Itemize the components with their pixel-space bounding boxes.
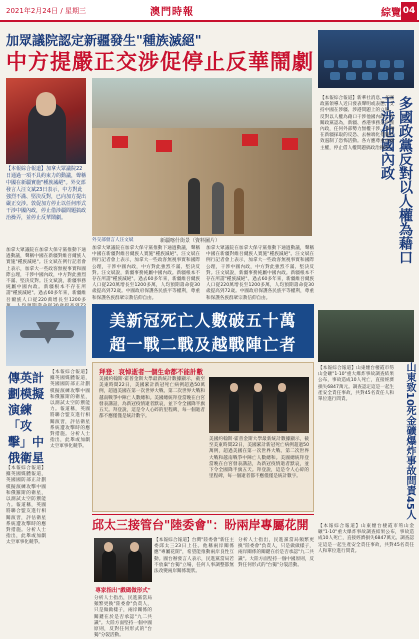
jet-story-title: 傳英計劃模擬演練「攻擊」中俄衛星 (8, 371, 45, 465)
person-face (36, 92, 56, 116)
spokesperson-caption: 外交部發言人汪文斌 (92, 238, 134, 243)
spokesperson-photo (6, 78, 86, 164)
pedestrian (234, 188, 244, 234)
person-figure (102, 550, 116, 582)
biden-box-title: 拜登：哀悼逝者一個生命都不能計數 (99, 368, 203, 376)
biden-box-body-2: 美國約翰斯·霍普金斯大學最新統計數據顯示，截至美東時間22日，美國累計新冠死亡病例超過50萬例，超過美國在第一次世界大戰、第二次世界大戰和越南戰爭中陣亡人數總和。美國總統拜登當晚在白宮發表講話，為新冠疫情逝者默哀，並下令全國降半旗五天。拜登說，這是令人心碎的里程碑，每一個逝者都不應僅僅是統計數字。 (209, 437, 309, 480)
person-figure (229, 391, 239, 431)
right-story-title: 多國政黨反對以人權為藉口干涉他國內政 (379, 96, 413, 264)
seat (380, 60, 390, 68)
seat (352, 60, 362, 68)
seat (362, 72, 372, 80)
lead-body-1: 加拿大眾議院在加拿大保守黨推動下通過動議，聲稱中國在新疆對維吾爾族人實施"種族滅絕"。汪文斌在例行記者會上表示，加拿大一些政客無視事實和國際公理，干涉中國內政，中方對此強烈不滿、堅決反對。汪文斌說，新疆事務純屬中國內政。新疆根本不存在所謂"種族滅絕"。過去60多年來，新疆維吾爾族人口從220萬增長至1200多 (6, 248, 86, 303)
biden-photo (209, 377, 309, 433)
street-photo (92, 78, 312, 236)
biden-box (92, 362, 314, 512)
person-figure (128, 550, 142, 582)
seat (378, 72, 388, 80)
mine-story-title: 山東致10死金礦爆炸事故問責45人 (404, 362, 415, 520)
person-face (104, 542, 113, 552)
section-name: 綜覽 (381, 8, 401, 19)
pedestrian (212, 182, 224, 234)
issue-date: 2021年2月24日 / 星期三 (6, 7, 86, 15)
person-figure (277, 391, 287, 431)
lead-body-3: 加拿大眾議院在加拿大保守黨推動下通過動議，聲稱中國在新疆對維吾爾族人實施"種族滅絕"。汪文斌在例行記者會上表示，加拿大一些政客無視事實和國際公理，干涉中國內政，中方對此強烈不滿、堅決反對。汪文斌說，新疆事務純屬中國內政。新疆根本不存在所謂"種族滅絕"。過去60多年來，新疆維吾爾族人口從220萬增長至1200多萬，人均預期壽命從30歲提高到72歲。中國政府保護各民族平等權利，尊重和保護各族群眾宗教信仰自由。 (206, 246, 314, 301)
seat (324, 60, 334, 68)
person-face (254, 383, 262, 392)
parliament-photo (318, 30, 414, 88)
right-story-body: 【本報綜合報道】新華社消息，多國政黨領導人近日發表聲明或表態，支持中國在涉疆、涉港問題上的立場，反對以人權為藉口干涉他國內政。有關政黨認為，新疆、香港事務是中國內政，任何外部勢力無權干涉。中國在新疆採取的反恐、去極端化措施有效遏制了恐怖活動。各方應尊重中國主權，停止借人權問題搞政治操弄。 (320, 96, 394, 151)
biden-box-body: 美國約翰斯·霍普金斯大學最新統計數據顯示，截至美東時間22日，美國累計新冠死亡病例超過50萬例，超過美國在第一次世界大戰、第二次世界大戰和越南戰爭中陣亡人數總和。美國總統拜登當晚在白宮發表講話，為新冠疫情逝者默哀，並下令全國降半旗五天。拜登說，這是令人心碎的里程碑，每一個逝者都不應僅僅是統計數字。 (99, 377, 205, 420)
bottom-story-body-a: 【本報綜合報道】台灣"陸委會"新任主委邱太三23日上任。他稱兩岸關係應"專屬花開"，希望能推動兩岸良性互動。國台辦發言人表示，民進黨當局若不放棄"台獨"立場，任何人事調整都無法改變兩岸關係現狀。 (154, 538, 234, 575)
mine-story-body: 【本報綜合報道】山東煙台棲霞市笏山金礦"1·10"重大爆炸事故調查結果公布，事故造成10人死亡，直接經濟損失6847萬元。調查認定這是一起生產安全責任事故，共對45名責任人和單位進行問責。 (318, 366, 395, 403)
lead-headline: 中方提嚴正交涉促停止反華鬧劇 (6, 50, 314, 74)
person-face (130, 542, 139, 552)
banner-line-2: 超一戰二戰及越戰陣亡者 (109, 335, 297, 354)
lead-body-2: 加拿大眾議院在加拿大保守黨推動下通過動議，聲稱中國在新疆對維吾爾族人實施"種族滅絕"。汪文斌在例行記者會上表示，加拿大一些政客無視事實和國際公理，干涉中國內政，中方對此強烈不滿、堅決反對。汪文斌說，新疆事務純屬中國內政。新疆根本不存在所謂"種族滅絕"。過去60多年來，新疆維吾爾族人口從220萬增長至1200多萬，人均預期壽命從30歲提高到72歲。中國政府保護各民族平等權利，尊重和保護各族群眾宗教信仰自由。 (92, 246, 200, 301)
bottom-story-title: 邱太三接管台"陸委會"：盼兩岸專屬花開 (92, 518, 309, 532)
pedestrian (188, 178, 200, 234)
right-bottom-body: 【本報綜合報道】山東煙台棲霞市笏山金礦"1·10"重大爆炸事故調查結果公布，事故造成10人死亡，直接經濟損失6847萬元。調查認定這是一起生產安全責任事故，共對45名責任人和單位進行問責。 (318, 524, 414, 554)
divider (92, 514, 314, 515)
person-figure (253, 391, 263, 431)
lead-quote: 【本報綜合報道】加拿大眾議院22日通過一項不具約束力的動議，聲稱中國在新疆實施"種族滅絕"。外交部發言人汪文斌23日表示，中方對此強烈不滿、堅決反對，已向加方提出嚴正交涉。敦促加方停止以任何形式干涉中國內政，停止借涉疆問題搞政治操弄，並停止反華鬧劇。 (6, 166, 87, 221)
seat (394, 60, 404, 68)
lead-kicker: 加眾議院認定新疆發生"種族滅絕" (6, 34, 202, 49)
jet-story-body: 【本報綜合報道】據英國媒體報道，英國國防部正計劃模擬演練攻擊中國和俄羅斯的衛星，以測試太空防禦能力。報道稱，英國將聯合盟友進行相關演習，評估衛星系統遭攻擊時的應對措施。分析人士指出，此舉或加劇太空軍事化競爭。 (50, 370, 90, 450)
seat (330, 72, 340, 80)
flag-icon (112, 136, 128, 148)
person-face (230, 383, 238, 392)
masthead: 澳門時報 (150, 7, 194, 18)
flag-icon (156, 140, 172, 152)
seat (366, 60, 376, 68)
seat (394, 72, 404, 80)
bottom-body-extra: 分析人士指出，民進黨當局頻繁更換"陸委會"負責人，只是做做樣子，兩岸關係的關鍵在於是否承認"九二共識"。大陸方面堅持一個中國原則，反對任何形式的"台獨"分裂活動。 (94, 596, 152, 639)
street-photo-caption: 新疆喀什街景（資料圖片） (159, 238, 220, 244)
mine-photo (318, 310, 414, 362)
jet-icon (20, 330, 74, 338)
flag-icon (242, 134, 258, 146)
banner-line-1: 美新冠死亡人數破五十萬 (109, 311, 297, 330)
bottom-story-body-b: 分析人士指出，民進黨當局頻繁更換"陸委會"負責人，只是做做樣子，兩岸關係的關鍵在於是否承認"九二共識"。大陸方面堅持一個中國原則，反對任何形式的"台獨"分裂活動。 (238, 538, 314, 568)
handover-photo (94, 538, 152, 582)
covid-banner (92, 304, 314, 358)
flag-icon (282, 138, 298, 150)
jet-story-body-2: 【本報綜合報道】據英國媒體報道，英國國防部正計劃模擬演練攻擊中國和俄羅斯的衛星，以測試太空防禦能力。報道稱，英國將聯合盟友進行相關演習，評估衛星系統遭攻擊時的應對措施。分析人士指出，此舉或加劇太空軍事化競爭。 (6, 466, 46, 546)
bottom-story-sub: 專家指出"戲碼做形式" (95, 588, 151, 594)
page-number: 04 (401, 2, 417, 20)
person-face (278, 383, 286, 392)
seat (346, 72, 356, 80)
seat (338, 60, 348, 68)
jet-photo (6, 306, 86, 366)
